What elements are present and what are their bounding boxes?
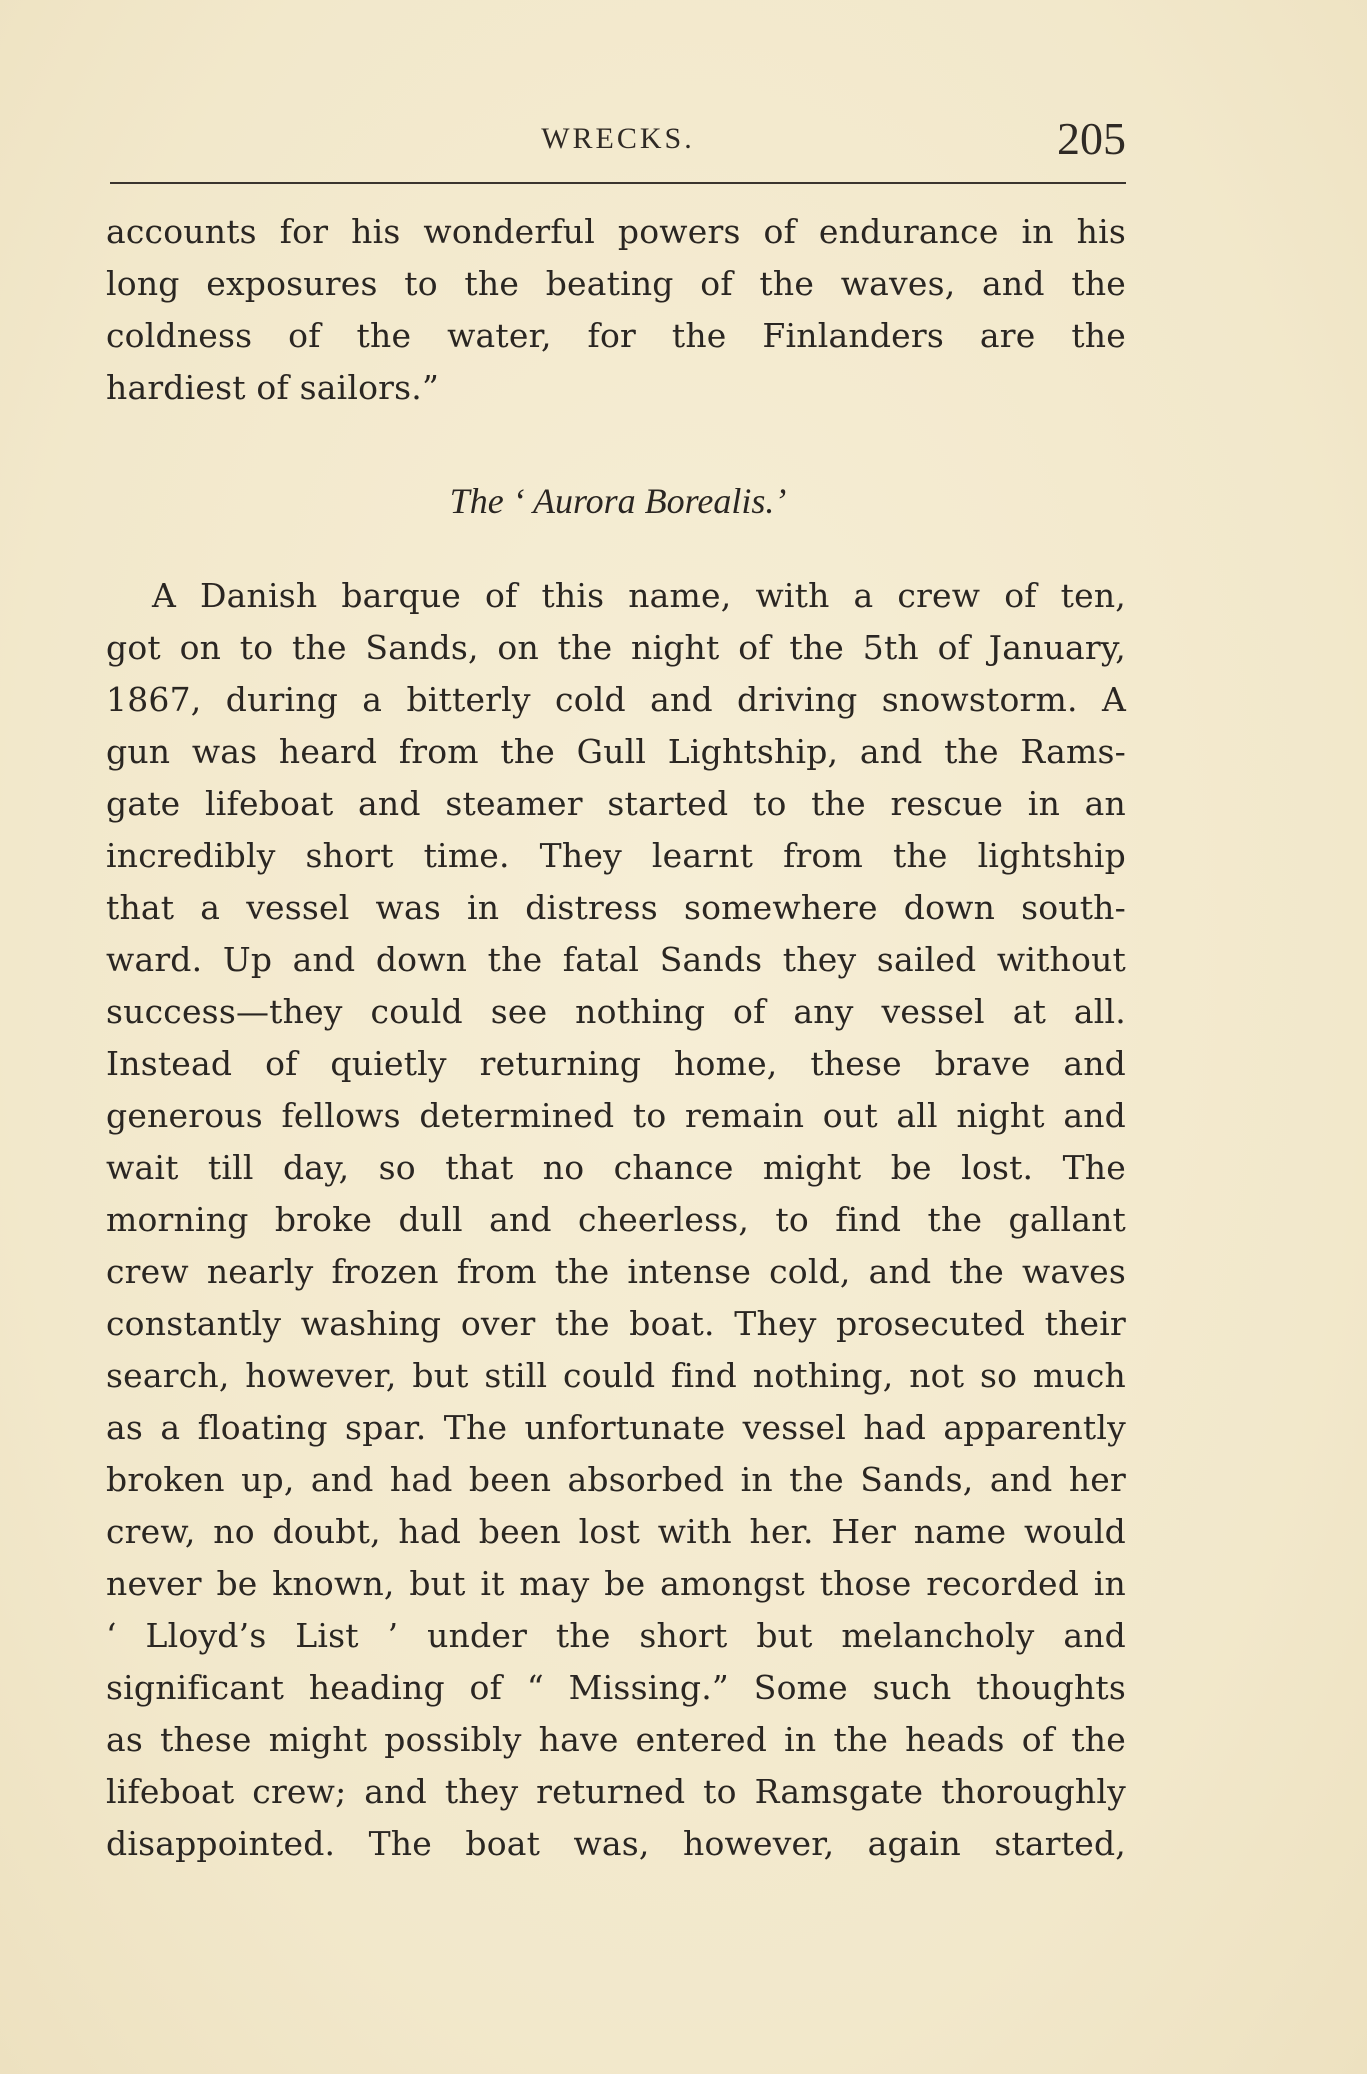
text-line: Instead of quietly returning home, these brave and xyxy=(106,1044,1126,1083)
text-line: long exposures to the beating of the waves, and the xyxy=(106,264,1126,303)
text-line: constantly washing over the boat. They prosecuted their xyxy=(106,1304,1126,1343)
intro-paragraph xyxy=(106,206,1126,414)
text-line: incredibly short time. They learnt from the lightship xyxy=(106,836,1126,875)
text-line: accounts for his wonderful powers of endurance in his xyxy=(106,212,1126,251)
text-line: that a vessel was in distress somewhere down south- xyxy=(106,888,1126,927)
text-line: 1867, during a bitterly cold and driving snowstorm. A xyxy=(106,680,1126,719)
text-line: hardiest of sailors.” xyxy=(106,368,440,407)
text-line: ‘ Lloyd’s List ’ under the short but melancholy and xyxy=(106,1616,1126,1655)
text-line: gun was heard from the Gull Lightship, and the Rams- xyxy=(106,732,1126,771)
text-line: as these might possibly have entered in the heads of the xyxy=(106,1720,1126,1759)
text-line: ward. Up and down the fatal Sands they sailed without xyxy=(106,940,1126,979)
text-line: success—they could see nothing of any vessel at all. xyxy=(106,992,1126,1031)
text-line: significant heading of “ Missing.” Some such thoughts xyxy=(106,1668,1126,1707)
page-number: 205 xyxy=(1057,113,1126,164)
header-rule xyxy=(110,182,1126,184)
text-line: disappointed. The boat was, however, again started, xyxy=(106,1824,1126,1863)
text-line: search, however, but still could find nothing, not so much xyxy=(106,1356,1126,1395)
text-line: wait till day, so that no chance might be lost. The xyxy=(106,1148,1126,1187)
text-line: never be known, but it may be amongst those recorded in xyxy=(106,1564,1126,1603)
text-line: as a floating spar. The unfortunate vessel had apparently xyxy=(106,1408,1126,1447)
running-title: WRECKS. xyxy=(541,122,695,155)
text-line: got on to the Sands, on the night of the 5th of January, xyxy=(106,628,1126,667)
running-head xyxy=(110,112,1126,172)
text-line: generous fellows determined to remain out all night and xyxy=(106,1096,1126,1135)
section-title: The ‘ Aurora Borealis.’ xyxy=(449,481,787,521)
text-line: morning broke dull and cheerless, to find the gallant xyxy=(106,1200,1126,1239)
text-line: crew nearly frozen from the intense cold, and the waves xyxy=(106,1252,1126,1291)
text-line: coldness of the water, for the Finlanders are the xyxy=(106,316,1126,355)
text-line: broken up, and had been absorbed in the Sands, and her xyxy=(106,1460,1126,1499)
text-line: crew, no doubt, had been lost with her. Her name would xyxy=(106,1512,1126,1551)
text-line: gate lifeboat and steamer started to the rescue in an xyxy=(106,784,1126,823)
text-line: lifeboat crew; and they returned to Ramsgate thoroughly xyxy=(106,1772,1126,1811)
body-paragraph xyxy=(106,570,1126,1870)
text-line: A Danish barque of this name, with a crew of ten, xyxy=(152,576,1126,615)
